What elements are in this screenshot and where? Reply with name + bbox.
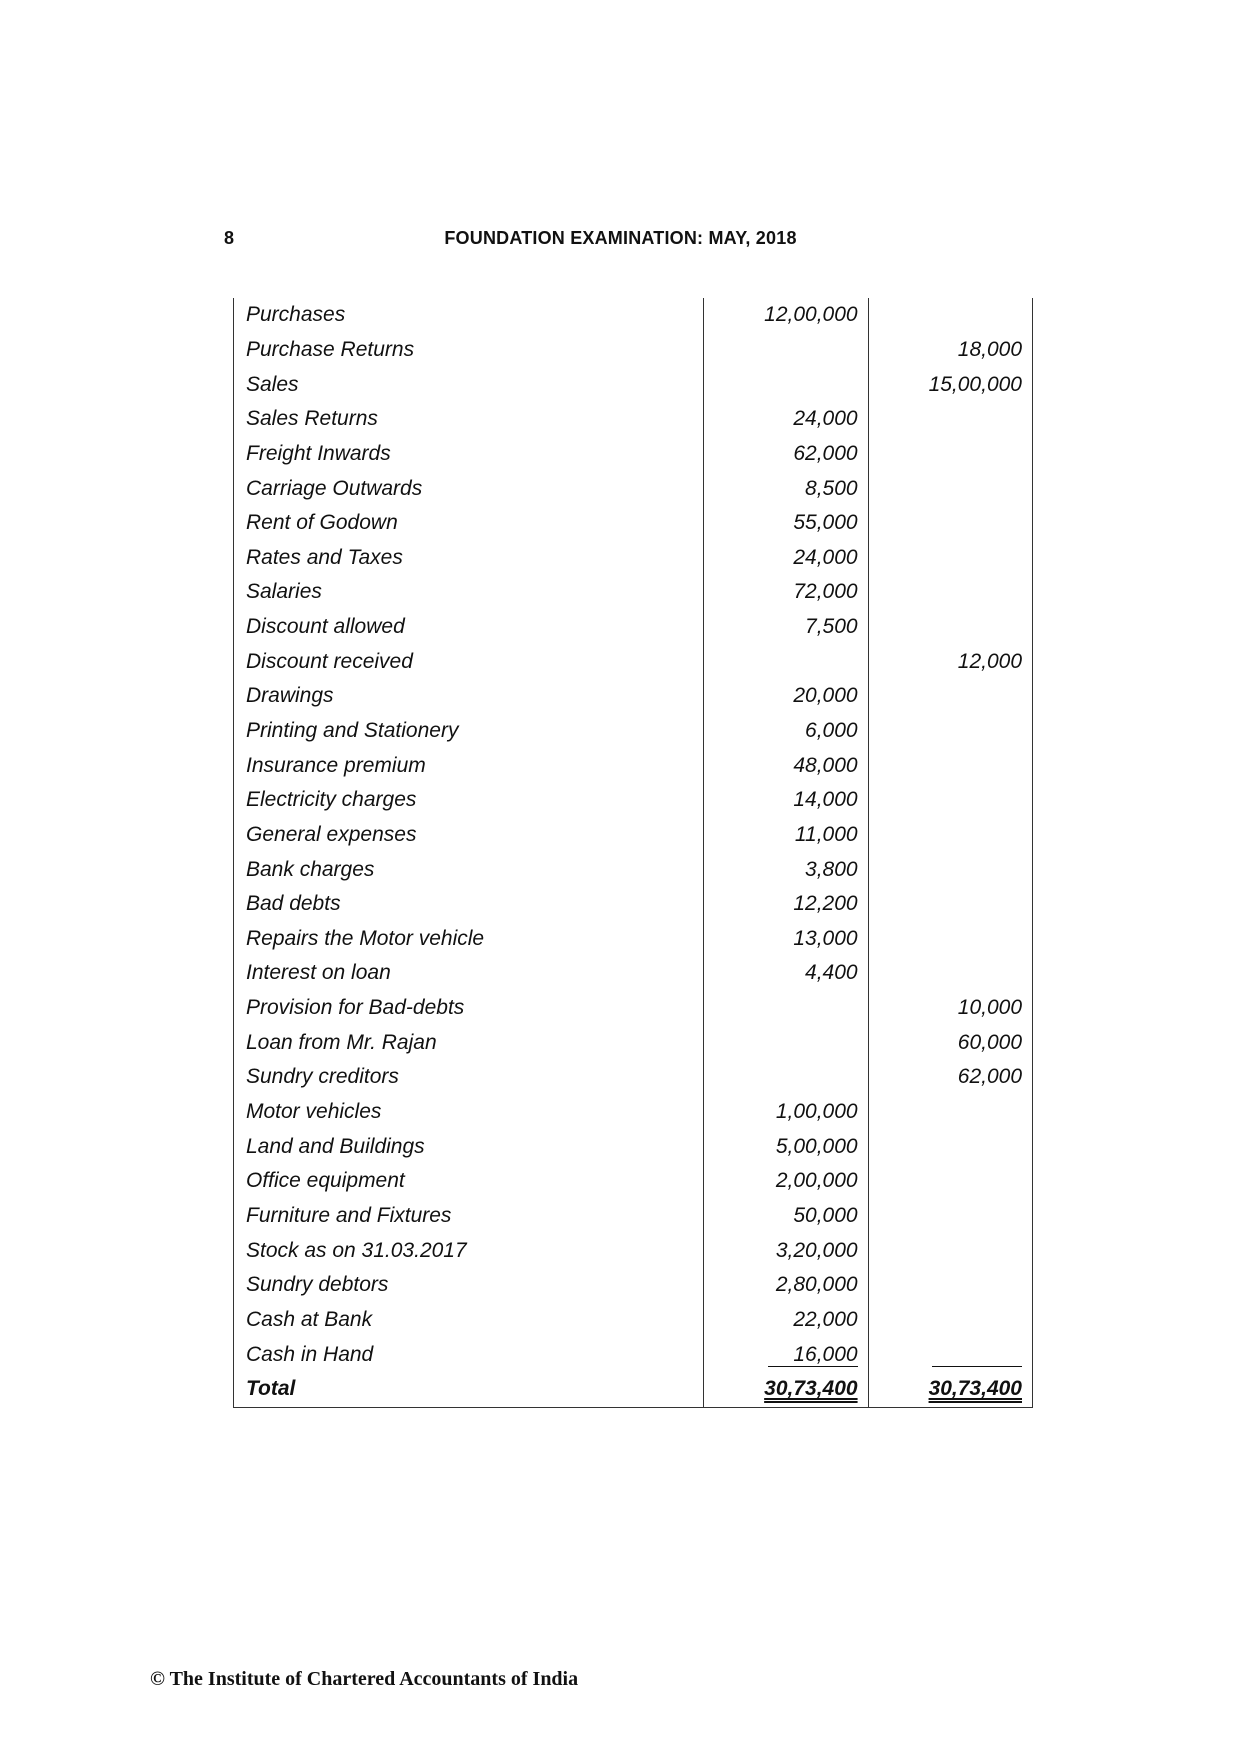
- table-row: [234, 1233, 1033, 1268]
- particulars-cell: Cash at Bank: [234, 1303, 704, 1338]
- particulars-cell: Rent of Godown: [234, 506, 704, 541]
- credit-cell: [868, 610, 1032, 645]
- table-row: [234, 540, 1033, 575]
- credit-cell: [868, 1303, 1032, 1338]
- particulars-cell: Repairs the Motor vehicle: [234, 922, 704, 957]
- trial-balance-body: [234, 298, 1033, 1407]
- credit-cell: 62,000: [868, 1060, 1032, 1095]
- debit-cell: 12,00,000: [704, 298, 868, 333]
- table-row: [234, 610, 1033, 645]
- total-label: Total: [234, 1372, 704, 1407]
- credit-cell: [868, 956, 1032, 991]
- table-row: [234, 714, 1033, 749]
- particulars-cell: Discount received: [234, 644, 704, 679]
- particulars-cell: Office equipment: [234, 1164, 704, 1199]
- credit-cell: [868, 298, 1032, 333]
- particulars-cell: Rates and Taxes: [234, 540, 704, 575]
- total-credit-cell: [868, 1372, 1032, 1407]
- debit-value: 16,000: [768, 1344, 858, 1367]
- credit-cell: [868, 1129, 1032, 1164]
- particulars-cell: Furniture and Fixtures: [234, 1199, 704, 1234]
- credit-cell: [868, 714, 1032, 749]
- table-row: [234, 333, 1033, 368]
- particulars-cell: Discount allowed: [234, 610, 704, 645]
- debit-cell: 48,000: [704, 748, 868, 783]
- credit-cell: 12,000: [868, 644, 1032, 679]
- particulars-cell: Stock as on 31.03.2017: [234, 1233, 704, 1268]
- particulars-cell: Loan from Mr. Rajan: [234, 1025, 704, 1060]
- particulars-cell: Insurance premium: [234, 748, 704, 783]
- debit-cell: [704, 367, 868, 402]
- debit-cell: 6,000: [704, 714, 868, 749]
- particulars-cell: Purchases: [234, 298, 704, 333]
- credit-cell: 18,000: [868, 333, 1032, 368]
- total-credit-value: 30,73,400: [928, 1377, 1022, 1401]
- debit-cell: [704, 333, 868, 368]
- table-row: [234, 1025, 1033, 1060]
- trial-balance-table: [233, 298, 1033, 1408]
- table-row: [234, 852, 1033, 887]
- particulars-cell: Land and Buildings: [234, 1129, 704, 1164]
- table-row: [234, 506, 1033, 541]
- debit-cell: 55,000: [704, 506, 868, 541]
- particulars-cell: Cash in Hand: [234, 1337, 704, 1372]
- table-row: [234, 887, 1033, 922]
- particulars-cell: Drawings: [234, 679, 704, 714]
- page-header: FOUNDATION EXAMINATION: MAY, 2018: [444, 228, 797, 248]
- table-row: [234, 402, 1033, 437]
- credit-cell: [868, 922, 1032, 957]
- debit-cell: 3,20,000: [704, 1233, 868, 1268]
- table-row: [234, 1095, 1033, 1130]
- credit-cell: [868, 575, 1032, 610]
- debit-cell: 2,00,000: [704, 1164, 868, 1199]
- debit-cell: 7,500: [704, 610, 868, 645]
- credit-cell: [868, 679, 1032, 714]
- debit-cell: 14,000: [704, 783, 868, 818]
- table-row: [234, 367, 1033, 402]
- particulars-cell: Interest on loan: [234, 956, 704, 991]
- debit-cell: 50,000: [704, 1199, 868, 1234]
- total-row: [234, 1372, 1033, 1407]
- particulars-cell: Sales Returns: [234, 402, 704, 437]
- debit-cell: [704, 1060, 868, 1095]
- credit-cell: [868, 852, 1032, 887]
- credit-cell: [868, 402, 1032, 437]
- debit-cell: 12,200: [704, 887, 868, 922]
- table-row: [234, 1199, 1033, 1234]
- debit-cell: 5,00,000: [704, 1129, 868, 1164]
- table-row: [234, 991, 1033, 1026]
- particulars-cell: Purchase Returns: [234, 333, 704, 368]
- table-row: [234, 644, 1033, 679]
- debit-cell: [704, 1337, 868, 1372]
- table-row: [234, 818, 1033, 853]
- table-row: [234, 575, 1033, 610]
- table-row: [234, 956, 1033, 991]
- particulars-cell: Freight Inwards: [234, 437, 704, 472]
- table-row: [234, 471, 1033, 506]
- table-row: [234, 437, 1033, 472]
- debit-cell: 8,500: [704, 471, 868, 506]
- particulars-cell: Carriage Outwards: [234, 471, 704, 506]
- debit-cell: 2,80,000: [704, 1268, 868, 1303]
- credit-cell: 60,000: [868, 1025, 1032, 1060]
- credit-cell: [868, 783, 1032, 818]
- particulars-cell: Electricity charges: [234, 783, 704, 818]
- credit-cell: [868, 1164, 1032, 1199]
- credit-cell: [868, 818, 1032, 853]
- credit-cell: [868, 471, 1032, 506]
- table-row: [234, 1268, 1033, 1303]
- credit-cell: [868, 506, 1032, 541]
- debit-cell: 20,000: [704, 679, 868, 714]
- total-debit-cell: [704, 1372, 868, 1407]
- particulars-cell: Printing and Stationery: [234, 714, 704, 749]
- particulars-cell: General expenses: [234, 818, 704, 853]
- debit-cell: 11,000: [704, 818, 868, 853]
- table-row: [234, 1337, 1033, 1372]
- credit-cell: [868, 748, 1032, 783]
- debit-cell: [704, 644, 868, 679]
- table-row: [234, 298, 1033, 333]
- total-debit-value: 30,73,400: [764, 1377, 858, 1401]
- table-row: [234, 1129, 1033, 1164]
- credit-cell: [868, 437, 1032, 472]
- table-row: [234, 922, 1033, 957]
- debit-cell: 24,000: [704, 402, 868, 437]
- particulars-cell: Sundry debtors: [234, 1268, 704, 1303]
- credit-cell: [868, 1337, 1032, 1372]
- credit-cell: [868, 887, 1032, 922]
- copyright-footer: © The Institute of Chartered Accountants of India: [150, 1668, 579, 1690]
- table-row: [234, 1060, 1033, 1095]
- particulars-cell: Motor vehicles: [234, 1095, 704, 1130]
- debit-cell: 13,000: [704, 922, 868, 957]
- credit-subtotal-rule: [932, 1344, 1022, 1367]
- debit-cell: 1,00,000: [704, 1095, 868, 1130]
- credit-cell: 15,00,000: [868, 367, 1032, 402]
- particulars-cell: Sales: [234, 367, 704, 402]
- credit-cell: [868, 1268, 1032, 1303]
- table-row: [234, 1164, 1033, 1199]
- particulars-cell: Sundry creditors: [234, 1060, 704, 1095]
- debit-cell: 24,000: [704, 540, 868, 575]
- particulars-cell: Bank charges: [234, 852, 704, 887]
- table-row: [234, 748, 1033, 783]
- page-number: 8: [224, 228, 235, 248]
- credit-cell: [868, 1095, 1032, 1130]
- credit-cell: [868, 1233, 1032, 1268]
- credit-cell: 10,000: [868, 991, 1032, 1026]
- debit-cell: [704, 1025, 868, 1060]
- credit-cell: [868, 540, 1032, 575]
- debit-cell: 62,000: [704, 437, 868, 472]
- particulars-cell: Provision for Bad-debts: [234, 991, 704, 1026]
- table-row: [234, 783, 1033, 818]
- debit-cell: 72,000: [704, 575, 868, 610]
- debit-cell: 4,400: [704, 956, 868, 991]
- credit-cell: [868, 1199, 1032, 1234]
- debit-cell: [704, 991, 868, 1026]
- debit-cell: 22,000: [704, 1303, 868, 1338]
- debit-cell: 3,800: [704, 852, 868, 887]
- particulars-cell: Bad debts: [234, 887, 704, 922]
- table-row: [234, 679, 1033, 714]
- particulars-cell: Salaries: [234, 575, 704, 610]
- table-row: [234, 1303, 1033, 1338]
